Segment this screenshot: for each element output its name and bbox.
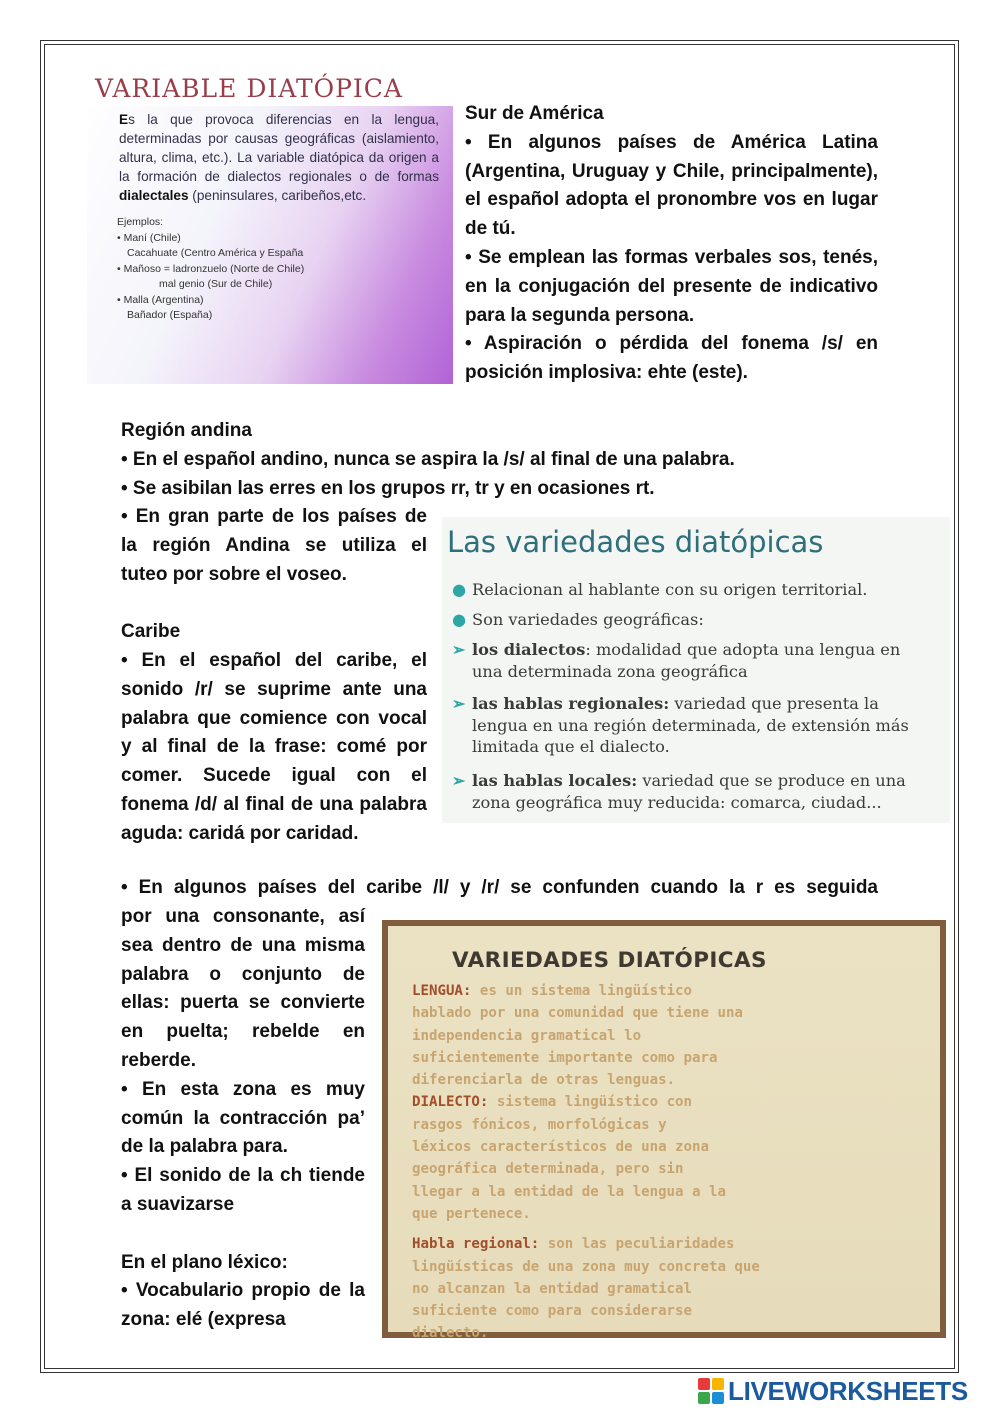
- image1-example-line: Bañador (España): [127, 309, 213, 321]
- image3-line: independencia gramatical lo: [412, 1027, 642, 1044]
- variable-diatopica-image: [87, 70, 453, 384]
- image2-item-text: : modalidad que adopta una lengua en: [585, 640, 901, 659]
- image2-item: [452, 693, 947, 758]
- image3-line-text: sistema lingüístico con: [488, 1094, 693, 1111]
- bullet-paragraph: • En el español del caribe, el sonido /r/ se suprime ante una palabra que comience con vocal y al final de la frase: comé por comer. Sucede igual con el fonema /d/ al final de una palabra aguda: caridá por caridad.: [121, 649, 427, 844]
- section-heading: En el plano léxico:: [121, 1251, 288, 1273]
- image2-item-bold: los dialectos: [472, 640, 586, 659]
- bullet-paragraph: • Se asibilan las erres en los grupos rr, tr y en ocasiones rt.: [121, 477, 655, 499]
- liveworksheets-logo[interactable]: [698, 1377, 968, 1405]
- image3-title: VARIEDADES DIATÓPICAS: [452, 948, 767, 973]
- image3-line: que pertenece.: [412, 1205, 531, 1222]
- image2-item-cont: limitada que el dialecto.: [472, 737, 670, 756]
- image3-line-text: es un sistema lingüístico: [471, 983, 693, 999]
- image1-bold-word: dialectales: [119, 188, 189, 203]
- image2-item-text: Relacionan al hablante con su origen territorial.: [472, 580, 868, 599]
- image3-text: [412, 980, 880, 1345]
- bullet-paragraph: • En gran parte de los países de la región Andina se utiliza el tuteo por sobre el voseo.: [121, 506, 427, 585]
- section-sur-america: [465, 100, 878, 388]
- section-caribe-lower: [121, 903, 365, 1335]
- image2-item-text: variedad que presenta la: [669, 694, 879, 713]
- image3-line: geográfica determinada, pero sin: [412, 1161, 684, 1178]
- dot-bullet-icon: ●: [452, 580, 467, 599]
- image3-paper: [388, 926, 940, 1342]
- section-heading: Región andina: [121, 420, 252, 441]
- image2-item: [452, 609, 947, 631]
- image3-line: léxicos característicos de una zona: [412, 1139, 709, 1156]
- section-caribe: [121, 503, 427, 849]
- bullet-paragraph: por una consonante, así sea dentro de una misma palabra o conjunto de ellas: puerta se convierte en puelta; rebelde en reberde.: [121, 906, 365, 1071]
- image2-item-cont: zona geográfica muy reducida: comarca, ciudad...: [472, 792, 882, 812]
- image1-text-b: (peninsulares, caribeños,etc.: [188, 188, 367, 203]
- arrow-bullet-icon: ➢: [452, 694, 466, 713]
- image1-title: VARIABLE DIATÓPICA: [87, 70, 453, 106]
- image1-example-line: • Mañoso = ladronzuelo (Norte de Chile): [117, 262, 305, 275]
- image2-item: [452, 770, 947, 813]
- liveworksheets-logo-text: LIVEWORKSHEETS: [728, 1375, 968, 1406]
- bullet-paragraph: • En algunos países de América Latina (Argentina, Uruguay y Chile, principalmente), el español adopta el pronombre vos en lugar de tú.: [465, 131, 878, 240]
- dot-bullet-icon: ●: [452, 610, 467, 629]
- bullet-paragraph: • En el español andino, nunca se aspira la /s/ al final de una palabra.: [121, 448, 735, 470]
- bullet-paragraph: • En algunos países del caribe /l/ y /r/ se confunden cuando la r es seguida: [121, 877, 878, 898]
- image2-item-text: Son variedades geográficas:: [472, 610, 704, 629]
- section-heading: Caribe: [121, 621, 181, 643]
- image3-line: suficiente como para considerarse: [412, 1303, 693, 1320]
- image3-keyword: LENGUA:: [412, 983, 472, 999]
- bullet-paragraph: • Se emplean las formas verbales sos, tenés, en la conjugación del presente de indicativo para la segunda persona.: [465, 246, 878, 326]
- image1-example-line: mal genio (Sur de Chile): [159, 278, 273, 290]
- image1-example-line: Ejemplos:: [117, 216, 164, 228]
- image1-example-line: • Maní (Chile): [117, 231, 181, 244]
- image3-line: hablado por una comunidad que tiene una: [412, 1005, 743, 1022]
- image3-line-text: son las peculiaridades: [539, 1236, 735, 1253]
- image3-line: lingüísticas de una zona muy concreta que: [412, 1258, 760, 1275]
- image1-definition: [87, 106, 453, 205]
- section-region-andina: [121, 417, 878, 503]
- image3-line: dialecto.: [412, 1325, 489, 1342]
- image2-item-bold: las hablas regionales:: [472, 694, 670, 713]
- bullet-paragraph: • En esta zona es muy común la contracción pa’ de la palabra para.: [121, 1078, 365, 1158]
- image3-line: llegar a la entidad de la lengua a la: [412, 1183, 726, 1200]
- image2-item: [452, 579, 947, 601]
- image3-line: [412, 1233, 880, 1255]
- image2-item-cont: una determinada zona geográfica: [472, 661, 748, 681]
- image2-item-bold: las hablas locales:: [472, 771, 638, 790]
- image3-line: [412, 980, 880, 1002]
- arrow-bullet-icon: ➢: [452, 640, 466, 659]
- caribe-full-line: [121, 874, 878, 903]
- image2-title: Las variedades diatópicas: [447, 525, 824, 559]
- bullet-paragraph: • Aspiración o pérdida del fonema /s/ en posición implosiva: ehte (este).: [465, 333, 878, 384]
- image1-drop-cap: E: [119, 112, 129, 127]
- image1-text-a: s la que provoca diferencias en la lengua, determinadas por causas geográficas (aislamiento, altura, clima, etc.). La variable diatópica da origen a la formación de dialectos regionales o de formas: [119, 112, 439, 184]
- image2-item-text: variedad que se produce en una: [637, 771, 906, 790]
- image3-line: suficientemente importante como para: [412, 1049, 718, 1066]
- variedades-diatopicas-image: [442, 517, 950, 823]
- image1-example-line: Cacahuate (Centro América y España: [127, 247, 304, 259]
- image2-item: [452, 639, 947, 682]
- image3-line: no alcanzan la entidad gramatical: [412, 1280, 693, 1297]
- variedades-diatopicas-board-image: [382, 920, 946, 1342]
- bullet-paragraph: • Vocabulario propio de la zona: elé (expresa: [121, 1280, 365, 1331]
- bullet-paragraph: • El sonido de la ch tiende a suavizarse: [121, 1165, 365, 1215]
- section-heading: Sur de América: [465, 103, 604, 124]
- image3-line: diferenciarla de otras lenguas.: [412, 1072, 676, 1089]
- arrow-bullet-icon: ➢: [452, 771, 466, 790]
- image3-line: rasgos fónicos, morfológicas y: [412, 1116, 667, 1133]
- image1-examples: [87, 205, 453, 324]
- image3-keyword: DIALECTO:: [412, 1094, 489, 1111]
- image2-item-cont: lengua en una región determinada, de extensión más: [472, 715, 909, 735]
- liveworksheets-logo-icon: [698, 1378, 724, 1404]
- image3-line: [412, 1091, 880, 1113]
- image3-keyword: Habla regional:: [412, 1236, 540, 1253]
- image1-example-line: • Malla (Argentina): [117, 293, 204, 306]
